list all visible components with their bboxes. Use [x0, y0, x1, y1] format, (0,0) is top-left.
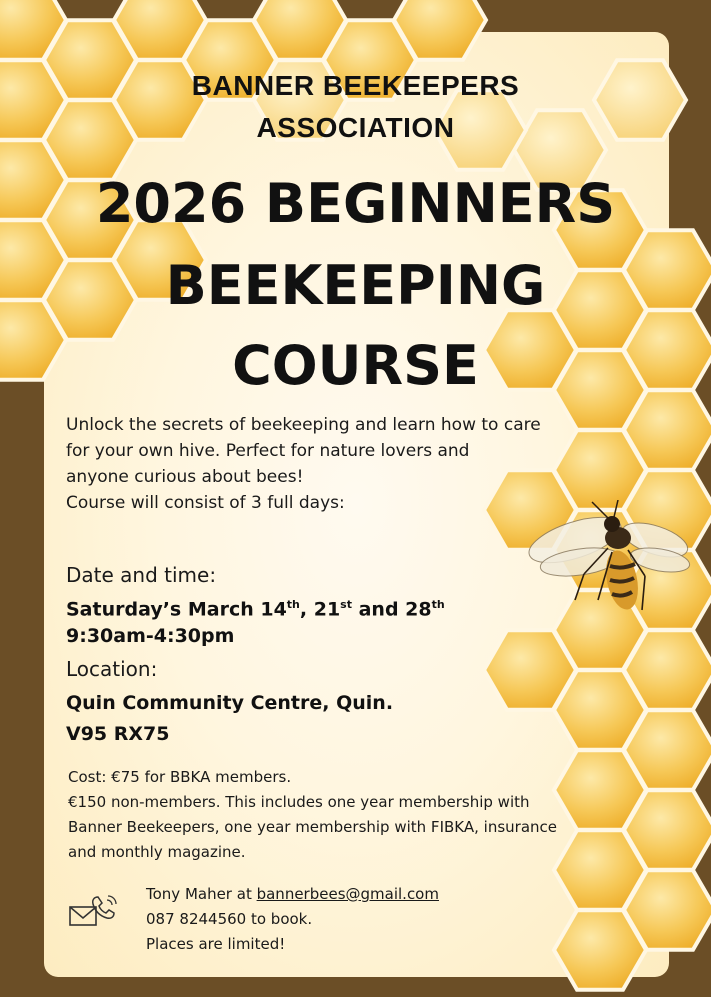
email-link[interactable]: bannerbees@gmail.com: [256, 885, 439, 903]
cost-line4: and monthly magazine.: [68, 843, 246, 861]
location-line2: V95 RX75: [66, 723, 170, 745]
places-limited-note: Places are limited!: [146, 935, 286, 953]
course-title-line3: COURSE: [232, 334, 479, 397]
intro-line2: for your own hive. Perfect for nature lovers and: [66, 441, 470, 461]
intro-line4: Course will consist of 3 full days:: [66, 493, 345, 513]
contact-phone-line: 087 8244560 to book.: [146, 910, 313, 928]
cost-line2: €150 non-members. This includes one year membership with: [68, 793, 530, 811]
bee-illustration: [520, 500, 700, 640]
course-title-line1: 2026 BEGINNERS: [95, 172, 616, 235]
course-dates: Saturday’s March 14th, 21st and 28th: [66, 598, 445, 621]
honeycomb-cell: [554, 910, 646, 990]
contact-name-line: Tony Maher at bannerbees@gmail.com: [146, 885, 439, 903]
location-line1: Quin Community Centre, Quin.: [66, 692, 394, 714]
location-label: Location:: [66, 657, 158, 681]
course-time: 9:30am-4:30pm: [66, 625, 235, 647]
cost-line1: Cost: €75 for BBKA members.: [68, 768, 292, 786]
cost-line3: Banner Beekeepers, one year membership with FIBKA, insurance: [68, 818, 557, 836]
intro-line3: anyone curious about bees!: [66, 467, 304, 487]
association-name-line2: ASSOCIATION: [256, 112, 455, 143]
phone-envelope-icon: [68, 893, 120, 937]
course-title-line2: BEEKEEPING: [165, 254, 546, 317]
intro-line1: Unlock the secrets of beekeeping and learn how to care: [66, 415, 541, 435]
date-label: Date and time:: [66, 563, 217, 587]
association-name-line1: BANNER BEEKEEPERS: [191, 70, 520, 101]
